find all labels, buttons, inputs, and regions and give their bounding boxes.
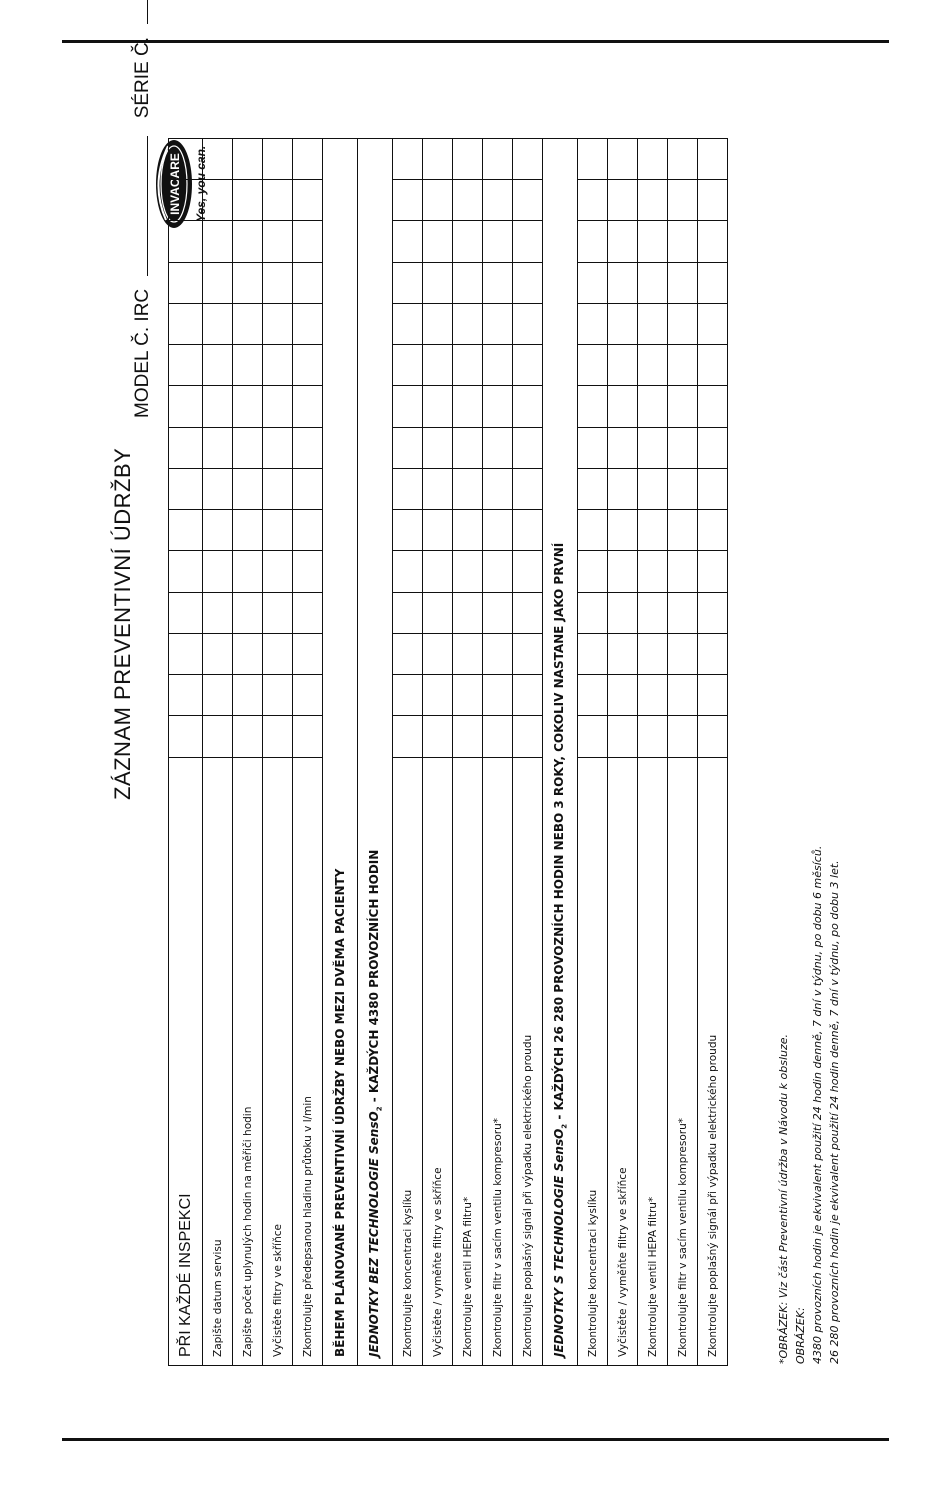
entry-cell[interactable]: [698, 180, 728, 221]
entry-cell[interactable]: [608, 716, 638, 757]
entry-cell[interactable]: [608, 551, 638, 592]
entry-cell[interactable]: [698, 221, 728, 262]
entry-cell[interactable]: [293, 468, 323, 509]
entry-cell[interactable]: [233, 716, 263, 757]
entry-cell[interactable]: [578, 675, 608, 716]
entry-cell[interactable]: [453, 303, 483, 344]
entry-cell[interactable]: [169, 345, 203, 386]
entry-cell[interactable]: [263, 633, 293, 674]
entry-cell[interactable]: [203, 592, 233, 633]
entry-cell[interactable]: [513, 468, 543, 509]
entry-cell[interactable]: [393, 303, 423, 344]
table-row: [263, 139, 293, 1366]
entry-cell[interactable]: [698, 633, 728, 674]
entry-cell[interactable]: [453, 427, 483, 468]
entry-cell[interactable]: [698, 675, 728, 716]
entry-cell[interactable]: [233, 427, 263, 468]
entry-cell[interactable]: [169, 468, 203, 509]
entry-cell[interactable]: [608, 675, 638, 716]
entry-cell[interactable]: [423, 551, 453, 592]
entry-cell[interactable]: [453, 592, 483, 633]
entry-cell[interactable]: [203, 303, 233, 344]
entry-cell[interactable]: [233, 180, 263, 221]
bottom-rule: [62, 1438, 889, 1441]
entry-cell[interactable]: [203, 262, 233, 303]
entry-cell[interactable]: [169, 510, 203, 551]
entry-cell[interactable]: [393, 551, 423, 592]
entry-cell[interactable]: [483, 221, 513, 262]
entry-cell[interactable]: [233, 551, 263, 592]
entry-cell[interactable]: [169, 221, 203, 262]
entry-cell[interactable]: [638, 675, 668, 716]
entry-cell[interactable]: [423, 468, 453, 509]
entry-cell[interactable]: [608, 633, 638, 674]
section-heading: [323, 139, 358, 1366]
entry-cell[interactable]: [638, 139, 668, 180]
entry-cell[interactable]: [203, 180, 233, 221]
entry-cell[interactable]: [483, 262, 513, 303]
entry-cell[interactable]: [453, 633, 483, 674]
entry-cell[interactable]: [169, 716, 203, 757]
entry-cell[interactable]: [483, 139, 513, 180]
entry-cell[interactable]: [698, 592, 728, 633]
entry-cell[interactable]: [169, 675, 203, 716]
entry-cell[interactable]: [203, 551, 233, 592]
entry-cell[interactable]: [263, 592, 293, 633]
entry-cell[interactable]: [513, 716, 543, 757]
entry-cell[interactable]: [233, 468, 263, 509]
entry-cell[interactable]: [423, 716, 453, 757]
task-label: Zkontrolujte filtr v sacím ventilu kompresoru*: [668, 757, 698, 1365]
entry-cell[interactable]: [453, 716, 483, 757]
entry-cell[interactable]: [668, 675, 698, 716]
entry-cell[interactable]: [203, 633, 233, 674]
section-heading-prefix: JEDNOTKY BEZ TECHNOLOGIE SensO: [366, 1111, 381, 1357]
entry-cell[interactable]: [638, 180, 668, 221]
serie-number-field[interactable]: [147, 0, 148, 24]
table-row: [423, 139, 453, 1366]
entry-cell[interactable]: [608, 510, 638, 551]
entry-cell[interactable]: [698, 468, 728, 509]
entry-cell[interactable]: [578, 468, 608, 509]
table-row: [638, 139, 668, 1366]
entry-cell[interactable]: [513, 592, 543, 633]
entry-cell[interactable]: [393, 468, 423, 509]
entry-cell[interactable]: [578, 551, 608, 592]
entry-cell[interactable]: [453, 221, 483, 262]
section-heading-suffix: - KAŽDÝCH 4380 PROVOZNÍCH HODIN: [366, 849, 381, 1107]
section-row: [543, 139, 578, 1366]
table-row: [233, 139, 263, 1366]
entry-cell[interactable]: [608, 468, 638, 509]
entry-cell[interactable]: [263, 262, 293, 303]
entry-cell[interactable]: [293, 551, 323, 592]
entry-cell[interactable]: [233, 510, 263, 551]
entry-cell[interactable]: [453, 262, 483, 303]
table-row: [483, 139, 513, 1366]
entry-cell[interactable]: [513, 262, 543, 303]
entry-cell[interactable]: [483, 633, 513, 674]
entry-cell[interactable]: [293, 510, 323, 551]
entry-cell[interactable]: [608, 262, 638, 303]
entry-cell[interactable]: [668, 262, 698, 303]
entry-cell[interactable]: [608, 427, 638, 468]
entry-cell[interactable]: [638, 551, 668, 592]
entry-cell[interactable]: [453, 510, 483, 551]
entry-cell[interactable]: [393, 716, 423, 757]
entry-cell[interactable]: [638, 221, 668, 262]
task-label: Vyčistěte filtry ve skříňce: [263, 757, 293, 1365]
entry-cell[interactable]: [668, 633, 698, 674]
entry-cell[interactable]: [668, 221, 698, 262]
entry-cell[interactable]: [608, 221, 638, 262]
entry-cell[interactable]: [423, 427, 453, 468]
entry-cell[interactable]: [263, 427, 293, 468]
entry-cell[interactable]: [233, 675, 263, 716]
task-label: Zkontrolujte předepsanou hladinu průtoku v l/min: [293, 757, 323, 1365]
entry-cell[interactable]: [423, 633, 453, 674]
entry-cell[interactable]: [423, 262, 453, 303]
entry-cell[interactable]: [638, 262, 668, 303]
entry-cell[interactable]: [513, 386, 543, 427]
entry-cell[interactable]: [293, 180, 323, 221]
entry-cell[interactable]: [578, 221, 608, 262]
entry-cell[interactable]: [513, 139, 543, 180]
entry-cell[interactable]: [263, 345, 293, 386]
table-row: [513, 139, 543, 1366]
entry-cell[interactable]: [203, 716, 233, 757]
entry-cell[interactable]: [483, 716, 513, 757]
entry-cell[interactable]: [513, 427, 543, 468]
entry-cell[interactable]: [513, 510, 543, 551]
entry-cell[interactable]: [698, 386, 728, 427]
task-label: Vyčistěte / vyměňte filtry ve skříňce: [608, 757, 638, 1365]
task-label: Zkontrolujte filtr v sacím ventilu kompresoru*: [483, 757, 513, 1365]
table-row: [203, 139, 233, 1366]
entry-cell[interactable]: [668, 551, 698, 592]
entry-cell[interactable]: [453, 345, 483, 386]
entry-cell[interactable]: [393, 262, 423, 303]
entry-cell[interactable]: [263, 180, 293, 221]
entry-cell[interactable]: [513, 675, 543, 716]
entry-cell[interactable]: [293, 633, 323, 674]
entry-cell[interactable]: [578, 510, 608, 551]
entry-cell[interactable]: [453, 551, 483, 592]
entry-cell[interactable]: [513, 303, 543, 344]
entry-cell[interactable]: [483, 180, 513, 221]
task-label: Zkontrolujte ventil HEPA filtru*: [453, 757, 483, 1365]
entry-cell[interactable]: [293, 303, 323, 344]
entry-cell[interactable]: [203, 468, 233, 509]
entry-cell[interactable]: [263, 675, 293, 716]
section-heading-subscript: 2: [375, 1106, 384, 1112]
entry-cell[interactable]: [513, 633, 543, 674]
entry-cell[interactable]: [263, 551, 293, 592]
entry-cell[interactable]: [668, 139, 698, 180]
entry-cell[interactable]: [668, 345, 698, 386]
entry-cell[interactable]: [638, 510, 668, 551]
entry-cell[interactable]: [203, 139, 233, 180]
entry-cell[interactable]: [263, 221, 293, 262]
entry-cell[interactable]: [293, 221, 323, 262]
maintenance-record-sheet: [110, 36, 870, 1420]
entry-cell[interactable]: [578, 345, 608, 386]
entry-cell[interactable]: [423, 592, 453, 633]
entry-cell[interactable]: [483, 427, 513, 468]
model-label: MODEL Č. IRC: [132, 288, 153, 418]
entry-cell[interactable]: [638, 468, 668, 509]
entry-cell[interactable]: [263, 510, 293, 551]
entry-cell[interactable]: [668, 510, 698, 551]
entry-cell[interactable]: [698, 551, 728, 592]
entry-cell[interactable]: [293, 386, 323, 427]
footnotes: [775, 846, 843, 1364]
entry-cell[interactable]: [483, 592, 513, 633]
entry-cell[interactable]: [578, 592, 608, 633]
entry-cell[interactable]: [578, 716, 608, 757]
entry-cell[interactable]: [578, 303, 608, 344]
entry-cell[interactable]: [423, 303, 453, 344]
footnote: 4380 provozních hodin je ekvivalent použití 24 hodin denně, 7 dní v týdnu, po dobu 6 měsíců.: [811, 845, 824, 1364]
entry-cell[interactable]: [393, 139, 423, 180]
entry-cell[interactable]: [513, 345, 543, 386]
entry-cell[interactable]: [608, 592, 638, 633]
table-row: [169, 139, 203, 1366]
entry-cell[interactable]: [513, 221, 543, 262]
entry-cell[interactable]: [233, 303, 263, 344]
entry-cell[interactable]: [203, 510, 233, 551]
table-row: [698, 139, 728, 1366]
entry-cell[interactable]: [423, 345, 453, 386]
serie-label: SÉRIE Č.: [132, 36, 153, 119]
entry-cell[interactable]: [453, 675, 483, 716]
entry-cell[interactable]: [513, 551, 543, 592]
entry-cell[interactable]: [638, 303, 668, 344]
entry-cell[interactable]: [638, 716, 668, 757]
entry-cell[interactable]: [423, 386, 453, 427]
entry-cell[interactable]: [453, 468, 483, 509]
entry-cell[interactable]: [293, 139, 323, 180]
entry-cell[interactable]: [608, 345, 638, 386]
section-row: [358, 139, 393, 1366]
entry-cell[interactable]: [668, 386, 698, 427]
entry-cell[interactable]: [263, 386, 293, 427]
table-row: [453, 139, 483, 1366]
entry-cell[interactable]: [638, 633, 668, 674]
entry-cell[interactable]: [608, 139, 638, 180]
entry-cell[interactable]: [423, 510, 453, 551]
entry-cell[interactable]: [698, 262, 728, 303]
entry-cell[interactable]: [638, 345, 668, 386]
entry-cell[interactable]: [668, 427, 698, 468]
entry-cell[interactable]: [668, 180, 698, 221]
table-row: [668, 139, 698, 1366]
entry-cell[interactable]: [423, 221, 453, 262]
section-row: [323, 139, 358, 1366]
task-label: Zapište datum servisu: [203, 757, 233, 1365]
task-label: PŘI KAŽDÉ INSPEKCI: [169, 757, 203, 1365]
entry-cell[interactable]: [513, 180, 543, 221]
task-label: Zapište počet uplynulých hodin na měřiči hodin: [233, 757, 263, 1365]
footnote: *OBRÁZEK: Viz část Preventivní údržba v Návodu k obsluze.: [777, 1033, 790, 1364]
entry-cell[interactable]: [203, 427, 233, 468]
entry-cell[interactable]: [169, 592, 203, 633]
page-title: ZÁZNAM PREVENTIVNÍ ÚDRŽBY: [110, 447, 135, 800]
entry-cell[interactable]: [578, 139, 608, 180]
entry-cell[interactable]: [393, 386, 423, 427]
table-row: [393, 139, 423, 1366]
svg-text:INVACARE: INVACARE: [168, 153, 182, 215]
entry-cell[interactable]: [203, 221, 233, 262]
entry-cell[interactable]: [393, 675, 423, 716]
entry-cell[interactable]: [423, 180, 453, 221]
brand-tagline: Yes, you can.: [194, 145, 208, 222]
section-heading: [358, 139, 393, 1366]
entry-cell[interactable]: [608, 386, 638, 427]
entry-cell[interactable]: [483, 510, 513, 551]
entry-cell[interactable]: [698, 139, 728, 180]
entry-cell[interactable]: [393, 427, 423, 468]
entry-cell[interactable]: [233, 345, 263, 386]
entry-cell[interactable]: [169, 427, 203, 468]
entry-cell[interactable]: [483, 468, 513, 509]
task-label: Zkontrolujte koncentraci kyslíku: [393, 757, 423, 1365]
entry-cell[interactable]: [453, 139, 483, 180]
entry-cell[interactable]: [483, 551, 513, 592]
model-number-field[interactable]: [147, 136, 148, 276]
entry-cell[interactable]: [169, 262, 203, 303]
entry-cell[interactable]: [668, 592, 698, 633]
entry-cell[interactable]: [483, 303, 513, 344]
entry-cell[interactable]: [638, 427, 668, 468]
entry-cell[interactable]: [293, 345, 323, 386]
section-heading-text: BĚHEM PLÁNOVANÉ PREVENTIVNÍ ÚDRŽBY NEBO MEZI DVĚMA PACIENTY: [333, 868, 347, 1357]
entry-cell[interactable]: [578, 180, 608, 221]
entry-cell[interactable]: [233, 386, 263, 427]
entry-cell[interactable]: [393, 510, 423, 551]
entry-cell[interactable]: [293, 675, 323, 716]
entry-cell[interactable]: [608, 180, 638, 221]
entry-cell[interactable]: [263, 139, 293, 180]
entry-cell[interactable]: [393, 345, 423, 386]
entry-cell[interactable]: [263, 303, 293, 344]
table-row: [578, 139, 608, 1366]
entry-cell[interactable]: [698, 510, 728, 551]
task-label: Zkontrolujte poplašný signál při výpadku elektrického proudu: [698, 757, 728, 1365]
model-serie-line: [132, 0, 154, 418]
entry-cell[interactable]: [393, 180, 423, 221]
entry-cell[interactable]: [169, 139, 203, 180]
entry-cell[interactable]: [293, 592, 323, 633]
entry-cell[interactable]: [203, 345, 233, 386]
entry-cell[interactable]: [233, 221, 263, 262]
entry-cell[interactable]: [638, 592, 668, 633]
entry-cell[interactable]: [169, 551, 203, 592]
entry-cell[interactable]: [453, 180, 483, 221]
entry-cell[interactable]: [393, 221, 423, 262]
entry-cell[interactable]: [393, 592, 423, 633]
entry-cell[interactable]: [638, 386, 668, 427]
entry-cell[interactable]: [698, 345, 728, 386]
entry-cell[interactable]: [668, 716, 698, 757]
entry-cell[interactable]: [169, 633, 203, 674]
entry-cell[interactable]: [293, 716, 323, 757]
entry-cell[interactable]: [203, 386, 233, 427]
entry-cell[interactable]: [423, 675, 453, 716]
entry-cell[interactable]: [233, 633, 263, 674]
entry-cell[interactable]: [483, 345, 513, 386]
entry-cell[interactable]: [578, 427, 608, 468]
section-heading-suffix: - KAŽDÝCH 26 280 PROVOZNÍCH HODIN NEBO 3 ROKY, COKOLIV NASTANE JAKO PRVNÍ: [551, 542, 566, 1124]
entry-cell[interactable]: [483, 675, 513, 716]
entry-cell[interactable]: [169, 386, 203, 427]
section-heading-subscript: 2: [560, 1123, 569, 1129]
table-row: [293, 139, 323, 1366]
table-row: [608, 139, 638, 1366]
entry-cell[interactable]: [293, 427, 323, 468]
entry-cell[interactable]: [233, 592, 263, 633]
entry-cell[interactable]: [668, 468, 698, 509]
entry-cell[interactable]: [698, 427, 728, 468]
footnote: 26 280 provozních hodin je ekvivalent použití 24 hodin denně, 7 dní v týdnu, po dobu 3 let.: [828, 860, 841, 1364]
entry-cell[interactable]: [169, 180, 203, 221]
entry-cell[interactable]: [293, 262, 323, 303]
entry-cell[interactable]: [393, 633, 423, 674]
task-label: Vyčistěte / vyměňte filtry ve skříňce: [423, 757, 453, 1365]
entry-cell[interactable]: [578, 262, 608, 303]
entry-cell[interactable]: [263, 716, 293, 757]
task-label: Zkontrolujte koncentraci kyslíku: [578, 757, 608, 1365]
entry-cell[interactable]: [668, 303, 698, 344]
entry-cell[interactable]: [698, 303, 728, 344]
entry-cell[interactable]: [453, 386, 483, 427]
entry-cell[interactable]: [578, 633, 608, 674]
maintenance-table: [168, 138, 728, 1366]
task-label: Zkontrolujte ventil HEPA filtru*: [638, 757, 668, 1365]
footnote: OBRÁZEK:: [794, 1307, 807, 1364]
section-heading: [543, 139, 578, 1366]
task-label: Zkontrolujte poplašný signál při výpadku elektrického proudu: [513, 757, 543, 1365]
section-heading-prefix: JEDNOTKY S TECHNOLOGIE SensO: [551, 1128, 566, 1357]
entry-cell[interactable]: [483, 386, 513, 427]
entry-cell[interactable]: [169, 303, 203, 344]
entry-cell[interactable]: [263, 468, 293, 509]
entry-cell[interactable]: [698, 716, 728, 757]
top-rule: [62, 40, 889, 43]
entry-cell[interactable]: [423, 139, 453, 180]
entry-cell[interactable]: [578, 386, 608, 427]
entry-cell[interactable]: [233, 262, 263, 303]
entry-cell[interactable]: [608, 303, 638, 344]
entry-cell[interactable]: [203, 675, 233, 716]
entry-cell[interactable]: [233, 139, 263, 180]
